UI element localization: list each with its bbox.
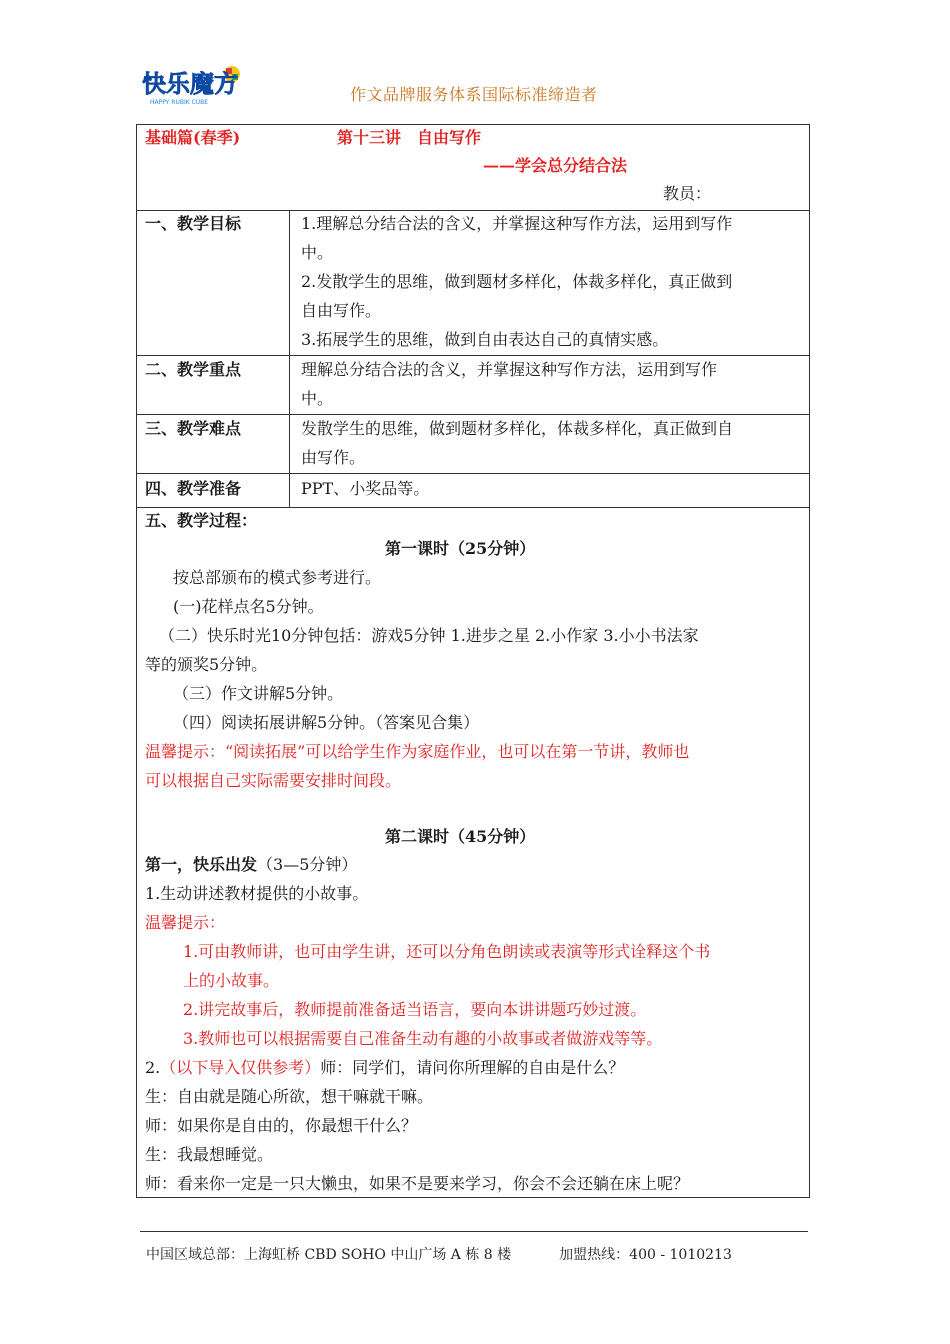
row-label-difficulty: 三、教学难点 (145, 419, 242, 438)
dialogue-line: 师：如果你是自由的，你最想干什么？ (145, 1116, 418, 1135)
series-label: 基础篇(春季) (145, 128, 241, 147)
row-text: 中。 (301, 389, 334, 408)
note-text: （以下导入仅供参考） (160, 1058, 321, 1077)
row-text: 3.拓展学生的思维，做到自由表达自己的真情实感。 (301, 330, 669, 349)
paragraph: 等的颁奖5分钟。 (145, 655, 268, 674)
logo-text: 快乐魔方 (142, 70, 238, 98)
paragraph: 1.生动讲述教材提供的小故事。 (145, 884, 369, 903)
lesson-subtitle: ——学会总分结合法 (483, 156, 628, 175)
step-time: （3—5分钟） (257, 855, 358, 874)
row-text: 中。 (301, 243, 334, 262)
row-text: 2.发散学生的思维，做到题材多样化，体裁多样化，真正做到 (301, 272, 733, 291)
teacher-label: 教员： (663, 184, 712, 203)
row-label-goals: 一、教学目标 (145, 214, 242, 233)
tip-text: 2.讲完故事后，教师提前准备适当语言，要向本讲讲题巧妙过渡。 (183, 1000, 647, 1019)
paragraph: （三）作文讲解5分钟。 (173, 684, 344, 703)
paragraph: （四）阅读拓展讲解5分钟。（答案见合集） (173, 713, 480, 732)
dialogue-line: 生：我最想睡觉。 (145, 1145, 274, 1164)
paragraph: (一)花样点名5分钟。 (173, 597, 324, 616)
tip-text: 可以根据自己实际需要安排时间段。 (145, 771, 402, 790)
row-text: PPT、小奖品等。 (301, 479, 430, 498)
brand-slogan: 作文品牌服务体系国际标准缔造者 (350, 85, 598, 104)
lesson-title: 第十三讲 自由写作 (337, 128, 482, 147)
logo-subtext: HAPPY RUBIK CUBE (150, 99, 209, 106)
footer (146, 1244, 732, 1264)
session2-title: 第二课时（45分钟） (385, 827, 536, 846)
paragraph: （二）快乐时光10分钟包括：游戏5分钟 1.进步之星 2.小作家 3.小小书法家 (159, 626, 699, 645)
tip-text: 3.教师也可以根据需要自己准备生动有趣的小故事或者做游戏等等。 (183, 1029, 663, 1048)
row-label-preparation: 四、教学准备 (145, 479, 242, 498)
tip-text: 上的小故事。 (183, 971, 280, 990)
row-label-focus: 二、教学重点 (145, 360, 242, 379)
dialogue-line: 生：自由就是随心所欲，想干嘛就干嘛。 (145, 1087, 434, 1106)
row-text: 理解总分结合法的含义，并掌握这种写作方法，运用到写作 (301, 360, 718, 379)
footer-address: 中国区域总部：上海虹桥 CBD SOHO 中山广场 A 栋 8 楼 (146, 1247, 512, 1263)
dialogue-line: 师：看来你一定是一只大懒虫，如果不是要来学习，你会不会还躺在床上呢？ (145, 1174, 690, 1193)
row-text: 1.理解总分结合法的含义，并掌握这种写作方法，运用到写作 (301, 214, 733, 233)
column-divider (289, 210, 290, 507)
row-text: 发散学生的思维，做到题材多样化，体裁多样化，真正做到自 (301, 419, 734, 438)
tip-text: 温馨提示：“阅读拓展”可以给学生作为家庭作业，也可以在第一节讲，教师也 (145, 742, 690, 761)
dialogue-intro (145, 1053, 624, 1082)
row-text: 由写作。 (301, 448, 366, 467)
item-number: 2. (145, 1058, 161, 1077)
process-heading: 五、教学过程： (145, 511, 258, 530)
footer-divider (140, 1231, 808, 1232)
step-heading (145, 850, 357, 879)
dialogue-line: 师：同学们，请问你所理解的自由是什么？ (320, 1058, 625, 1077)
tip-text: 1.可由教师讲，也可由学生讲，还可以分角色朗读或表演等形式诠释这个书 (183, 942, 711, 961)
brand-logo (140, 62, 244, 108)
footer-hotline: 加盟热线：400 - 1010213 (559, 1247, 732, 1263)
paragraph: 按总部颁布的模式参考进行。 (173, 568, 382, 587)
session1-title: 第一课时（25分钟） (385, 539, 536, 558)
tip-label: 温馨提示： (145, 913, 226, 932)
row-text: 自由写作。 (301, 301, 382, 320)
lesson-plan-sheet (136, 124, 810, 1198)
step-title: 第一，快乐出发 (145, 855, 258, 874)
